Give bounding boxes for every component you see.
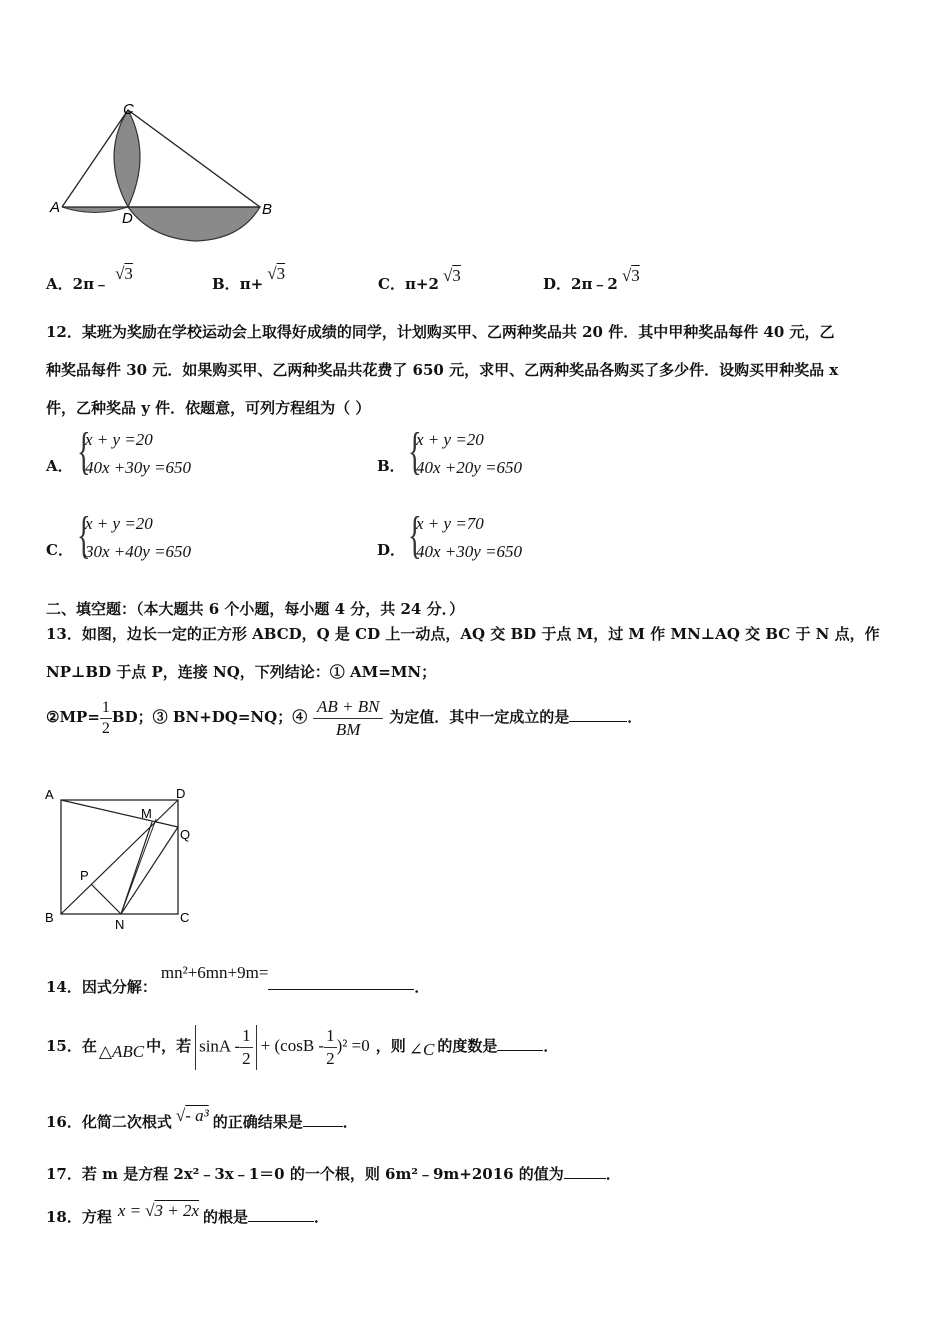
segment-aq: [61, 800, 178, 827]
fig13-label-n: N: [115, 917, 125, 932]
q11-option-b: B．π+√3: [212, 264, 286, 293]
q11-option-d: D．2π﹣2 √3: [543, 266, 640, 293]
q12-option-a-label: A．: [46, 457, 73, 475]
q12-option-a-system: { x + y =20 40x +30y =650: [77, 423, 192, 480]
segment-nq: [121, 827, 178, 914]
semicircle-shaded-region: [128, 207, 260, 241]
q15-answer-blank[interactable]: [497, 1036, 543, 1051]
label-d: D: [122, 210, 133, 227]
label-b: B: [262, 201, 273, 218]
q14-answer-blank[interactable]: [268, 975, 414, 990]
q13-line-3: ②MP= $\frac{1}{2}$ BD；③ BN+DQ=NQ；④ $\frac{AB + BN}{BM}$ 为定值．其中一定成立的是 ．: [46, 696, 643, 739]
q15: 15．在 △ABC 中，若 sinA - $\frac{1}{2}$ + (cosB - $\frac{1}{2}$ )² =0 ，则 ∠C 的度数是 ．: [46, 1025, 559, 1068]
segment-bm-aux: [121, 819, 156, 914]
segment-cb: [128, 110, 260, 207]
q11-figure: [40, 100, 290, 250]
q12-option-c-label: C．: [46, 541, 73, 559]
fig13-label-c: C: [180, 910, 190, 925]
q18: 18．方程 x = √3 + 2x 的根是 ．: [46, 1201, 330, 1226]
q12-option-b-system: { x + y =20 40x +20y =650: [408, 423, 523, 480]
q12-option-b-label: B．: [377, 457, 405, 475]
q13-figure: [40, 782, 200, 932]
q13-answer-blank[interactable]: [569, 707, 627, 722]
small-shaded-region: [62, 207, 128, 213]
section-heading: 二、填空题：（本大题共 6 个小题，每小题 4 分，共 24 分．）: [46, 600, 465, 618]
q12-option-d-system: { x + y =70 40x +30y =650: [408, 507, 523, 564]
fig13-label-d: D: [176, 786, 186, 801]
q16: 16．化简二次根式 √- a³ 的正确结果是 ．: [46, 1106, 358, 1131]
q12-line-3: 件，乙种奖品 y 件．依题意，可列方程组为（ ）: [46, 399, 371, 417]
fig13-label-a: A: [45, 787, 54, 802]
fig13-label-q: Q: [180, 827, 191, 842]
q12-option-d-label: D．: [377, 541, 406, 559]
q11-option-a: A．2π﹣√3: [46, 264, 133, 293]
q18-answer-blank[interactable]: [248, 1207, 314, 1222]
q14: 14．因式分解：mn²+6mn+9m=．: [46, 963, 430, 996]
q12-line-1: 12．某班为奖励在学校运动会上取得好成绩的同学，计划购买甲、乙两种奖品共 20 件．其中甲种奖品每件 40 元，乙: [46, 323, 835, 341]
q12-line-2: 种奖品每件 30 元．如果购买甲、乙两种奖品共花费了 650 元，求甲、乙两种奖品各购买了多少件．设购买甲种奖品 x: [46, 361, 839, 379]
q11-option-c: C．π+2 √3: [378, 266, 461, 293]
q17-answer-blank[interactable]: [564, 1164, 606, 1179]
segment-np: [91, 884, 121, 914]
q13-line-2: NP⊥BD 于点 P，连接 NQ，下列结论：① AM=MN；: [46, 663, 437, 681]
q17: 17．若 m 是方程 2x²﹣3x﹣1＝0 的一个根，则 6m²﹣9m+2016 的值为 ．: [46, 1165, 621, 1183]
diagonal-bd: [61, 800, 178, 914]
label-a: A: [50, 199, 61, 216]
label-c: C: [123, 101, 134, 118]
q12-option-c-system: { x + y =20 30x +40y =650: [77, 507, 192, 564]
fig13-label-p: P: [80, 868, 89, 883]
fig13-label-b: B: [45, 910, 54, 925]
q16-answer-blank[interactable]: [303, 1112, 343, 1127]
q13-line-1: 13．如图，边长一定的正方形 ABCD，Q 是 CD 上一动点，AQ 交 BD 于点 M，过 M 作 MN⊥AQ 交 BC 于 N 点，作: [46, 625, 880, 643]
fig13-label-m: M: [141, 806, 152, 821]
